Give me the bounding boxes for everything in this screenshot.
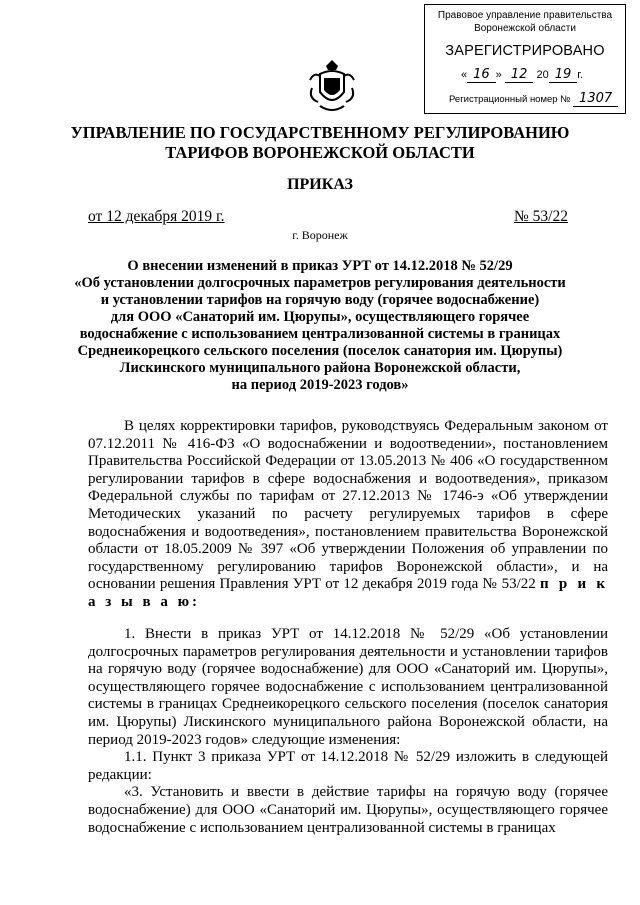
subject-line: Лискинского муниципального района Воронежской области, — [119, 360, 521, 376]
document-date: от 12 декабря 2019 г. — [88, 208, 225, 225]
stamp-date-suffix: г. — [577, 69, 583, 81]
organization-title-line1: УПРАВЛЕНИЕ ПО ГОСУДАРСТВЕННОМУ РЕГУЛИРОВАНИЮ — [70, 123, 570, 142]
subject-line: водоснабжение с использованием централизованной системы в границах — [79, 326, 561, 342]
preamble-paragraph — [88, 418, 608, 612]
stamp-organization — [425, 9, 625, 35]
subject-line: и установлении тарифов на горячую воду (горячее водоснабжение) — [100, 292, 540, 308]
document-city: г. Воронеж — [292, 228, 348, 242]
preamble — [88, 418, 608, 612]
subject-line: Среднеикорецкого сельского поселения (поселок санатория им. Цюрупы) — [77, 343, 563, 359]
subject-line: на период 2019-2023 годов» — [231, 377, 409, 393]
preamble-text: В целях корректировки тарифов, руководствуясь Федеральным законом от 07.12.2011 № 416-ФЗ «О водоснабжении и водоотведении», постановлением Правительства Российской Федерации от 13.05.2013 № 406 «О государственном регулировании тарифов в сфере водоснабжения и водоотведения», приказом Федеральной службы по тарифам от 27.12.2013 № 1746-э «Об утверждении Методических указаний по расчету регулируемых тарифов в сфере водоснабжения и водоотведения», постановлением правительства Воронежской области от 18.05.2009 № 397 «Об утверждении Положения об управлении по государственному регулированию тарифов Воронежской области», и на основании решения Правления УРТ от 12 декабря 2019 года № 53/22 — [88, 418, 608, 593]
organization-title — [0, 123, 640, 163]
stamp-date-close-quote: » — [495, 69, 502, 81]
stamp-date — [425, 67, 625, 83]
stamp-org-line2: Воронежской области — [474, 23, 576, 34]
document-number: № 53/22 — [514, 208, 568, 225]
stamp-date-open-quote: « — [461, 69, 468, 81]
stamp-reg-number-line — [425, 91, 625, 107]
stamp-reg-number: 1307 — [573, 91, 618, 107]
subject-line: «Об установлении долгосрочных параметров регулирования деятельности — [74, 275, 566, 291]
order-items — [88, 626, 608, 837]
registration-stamp — [424, 4, 626, 114]
subject-line: для ООО «Санаторий им. Цюрупы», осуществляющего горячее — [110, 309, 530, 325]
document-type: ПРИКАЗ — [287, 176, 353, 193]
stamp-registered-label: ЗАРЕГИСТРИРОВАНО — [445, 43, 605, 59]
stamp-org-line1: Правовое управление правительства — [437, 10, 613, 21]
document-subject — [60, 258, 580, 394]
stamp-reg-label: Регистрационный номер № — [449, 94, 571, 105]
paragraph-1-1: 1.1. Пункт 3 приказа УРТ от 14.12.2018 № 52/29 изложить в следующей редакции: — [88, 749, 608, 783]
coat-of-arms-icon — [306, 58, 358, 114]
stamp-date-year: 19 — [549, 67, 578, 83]
paragraph-1: 1. Внести в приказ УРТ от 14.12.2018 № 52/29 «Об установлении долгосрочных параметров регулирования деятельности и установлении тарифов на горячую воду (горячее водоснабжение) для ООО «Санаторий им. Цюрупы», осуществляющего горячее водоснабжение с использованием централизованной системы в границах Среднеикорецкого сельского поселения (поселок санатория им. Цюрупы) Лискинского муниципального района Воронежской области, на период 2019-2023 годов» следующие изменения: — [88, 626, 608, 748]
stamp-date-month: 12 — [505, 67, 534, 83]
stamp-date-year-prefix: 20 — [536, 69, 549, 81]
subject-line: О внесении изменений в приказ УРТ от 14.12.2018 № 52/29 — [127, 258, 513, 274]
organization-title-line2: ТАРИФОВ ВОРОНЕЖСКОЙ ОБЛАСТИ — [165, 143, 475, 162]
paragraph-3: «3. Установить и ввести в действие тарифы на горячую воду (горячее водоснабжение) для ООО «Санаторий им. Цюрупы», осуществляющего горячее водоснабжение с использованием централизованной системы в границах — [88, 784, 608, 836]
order-word: п р и к а з ы в а ю: — [88, 576, 609, 610]
stamp-date-day: 16 — [467, 67, 496, 83]
